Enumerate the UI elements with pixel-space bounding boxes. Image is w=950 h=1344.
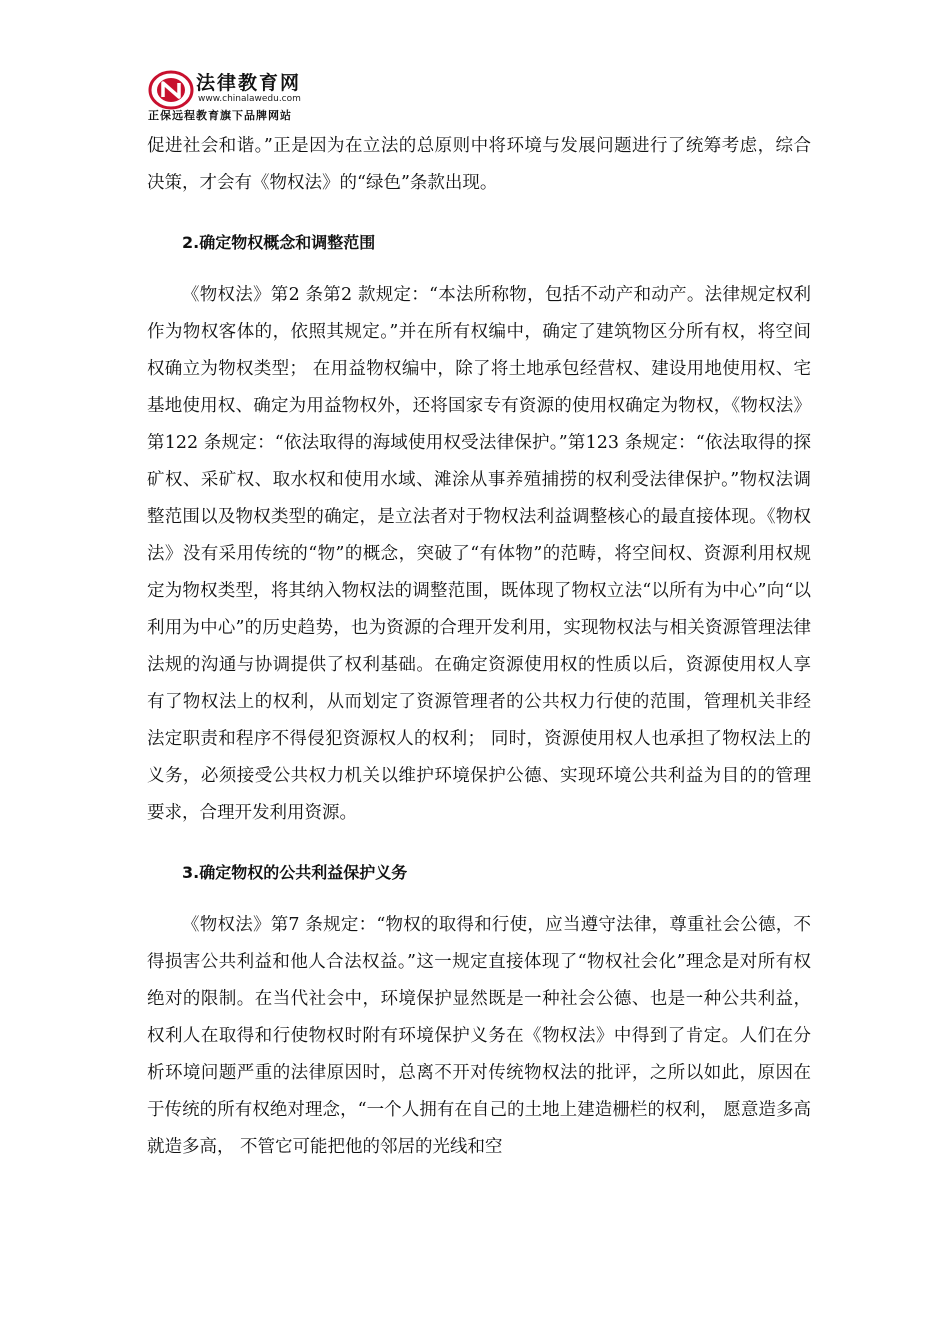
site-header [148, 66, 378, 122]
section-3-paragraph: 《物权法》第7 条规定：“物权的取得和行使，应当遵守法律，尊重社会公德，不得损害公共利益和他人合法权益。”这一规定直接体现了“物权社会化”理念是对所有权绝对的限制。在当代社会中，环境保护显然既是一种社会公德、也是一种公共利益， 权利人在取得和行使物权时附有环境保护义务在《物权法》中得到了肯定。人们在分析环境问题严重的法律原因时，总离不开对传统物权法的批评，之所以如此，原因在于传统的所有权绝对理念，“一个人拥有在自己的土地上建造栅栏的权利， 愿意造多高就造多高， 不管它可能把他的邻居的光线和空 [147, 915, 811, 1157]
law-edu-logo-icon [148, 70, 194, 110]
logo-title: 法律教育网 [196, 72, 302, 94]
section-2-paragraph: 《物权法》第2 条第2 款规定：“本法所称物，包括不动产和动产。法律规定权利作为物权客体的，依照其规定。”并在所有权编中，确定了建筑物区分所有权，将空间权确立为物权类型； 在用益物权编中，除了将土地承包经营权、建设用地使用权、宅基地使用权、确定为用益物权外，还将国家专有资源的使用权确定为物权，《物权法》第122 条规定：“依法取得的海域使用权受法律保护。”第123 条规定：“依法取得的探矿权、采矿权、取水权和使用水域、滩涂从事养殖捕捞的权利受法律保护。”物权法调整范围以及物权类型的确定，是立法者对于物权法利益调整核心的最直接体现。《物权法》没有采用传统的“物”的概念，突破了“有体物”的范畴，将空间权、资源利用权规定为物权类型，将其纳入物权法的调整范围，既体现了物权立法“以所有为中心”向“以利用为中心”的历史趋势，也为资源的合理开发利用，实现物权法与相关资源管理法律法规的沟通与协调提供了权利基础。在确定资源使用权的性质以后，资源使用权人享有了物权法上的权利，从而划定了资源管理者的公共权力行使的范围，管理机关非经法定职责和程序不得侵犯资源权人的权利； 同时，资源使用权人也承担了物权法上的义务，必须接受公共权力机关以维护环境保护公德、实现环境公共利益为目的的管理要求，合理开发利用资源。 [147, 285, 811, 823]
document-body [147, 128, 811, 1166]
section-heading-2: 2.确定物权概念和调整范围 [182, 233, 376, 252]
intro-paragraph: 促进社会和谐。”正是因为在立法的总原则中将环境与发展问题进行了统筹考虑，综合决策，才会有《物权法》的“绿色”条款出现。 [147, 136, 811, 193]
logo-slogan: 正保远程教育旗下品牌网站 [148, 109, 292, 122]
logo-url: www.chinalawedu.com [198, 94, 301, 104]
section-heading-3: 3.确定物权的公共利益保护义务 [182, 863, 408, 882]
